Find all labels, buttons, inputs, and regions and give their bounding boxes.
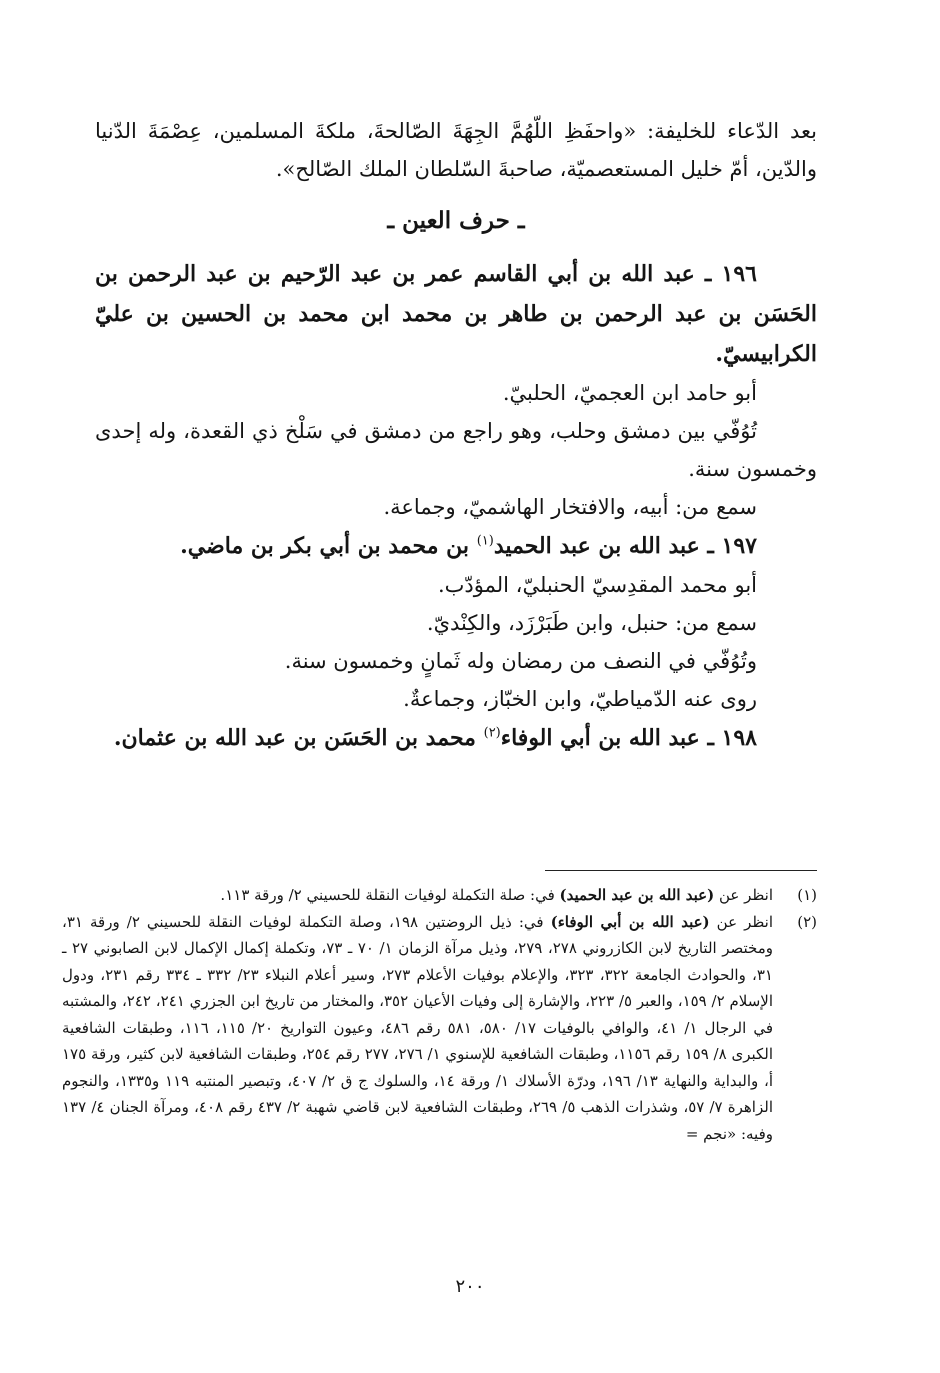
entry-196-title: ١٩٦ ـ عبد الله بن أبي القاسم عمر بن عبد الرّحيم بن عبد الرحمن بن الحَسَن بن عبد الرحمن بن طاهر بن محمد ابن محمد بن الحسين بن عليّ الكرابيسيّ. xyxy=(95,261,817,367)
entry-198-title xyxy=(95,718,817,758)
entry-197-title-end: بن محمد بن أبي بكر بن ماضي. xyxy=(180,533,477,559)
entry-197-line-4: روى عنه الدّمياطيّ، وابن الخبّاز، وجماعةٌ. xyxy=(403,687,757,711)
entry-197-title-start: ١٩٧ ـ عبد الله بن عبد الحميد xyxy=(493,533,757,559)
page-number: ٢٠٠ xyxy=(455,1276,485,1297)
footnote-ref-1[interactable]: (١) xyxy=(476,533,494,549)
footnote-prefix: انظر عن xyxy=(714,886,773,904)
entry-196-line-1: أبو حامد ابن العجميّ، الحلبيّ. xyxy=(502,381,757,405)
footnotes xyxy=(62,882,817,1147)
entry-196-line-3: سمع من: أبيه، والافتخار الهاشميّ، وجماعة. xyxy=(383,495,757,519)
footnote-text xyxy=(62,882,773,909)
footnote-number: (١) xyxy=(797,886,817,904)
footnote-2 xyxy=(62,909,817,1148)
entry-198-title-end: محمد بن الحَسَن بن عبد الله بن عثمان. xyxy=(113,725,484,751)
footnote-body: في: صلة التكملة لوفيات النقلة للحسيني ٢/ ورقة ١١٣. xyxy=(220,886,560,904)
footnote-prefix: انظر عن xyxy=(709,912,774,931)
continuation-paragraph: بعد الدّعاء للخليفة: «واحفَظِ اللّهُمَّ الجِهَةَ الصّالحةَ، ملكةَ المسلمين، عِصْمَةَ الدّنيا والدّين، أمّ خليل المستعصميّة، صاحبةَ السّلطان الملك الصّالح». xyxy=(95,119,817,181)
entry-197-line-2: سمع من: حنبل، وابن طَبَرْزَد، والكِنْديّ. xyxy=(426,611,757,635)
footnote-body: في: ذيل الروضتين ١٩٨، وصلة التكملة لوفيات النقلة للحسيني ٢/ ورقة ٣١، ومختصر التاريخ لابن الكازروني ٢٧٨، ٢٧٩، وذيل مرآة الزمان ١/ ٧٠ ـ ٧٣، وتكملة إكمال الإكمال لابن الصابوني ٢٧ ـ ٣١، والحوادث الجامعة ٣٢٢، ٣٢٣، والإعلام بوفيات الأعلام ٢٧٣، وسير أعلام النبلاء ٢٣/ ٣٣٢ ـ ٣٣٤ رقم ٢٣١، ودول الإسلام ٢/ ١٥٩، والعبر ٥/ ٢٢٣، والإشارة إلى وفيات الأعيان ٣٥٢، والمختار من تاريخ ابن الجزري ٢٤١، ٢٤٢، والمشتبه في الرجال ١/ ٤١، والوافي بالوفيات ١٧/ ٥٨٠، ٥٨١ رقم ٤٨٦، وعيون التواريخ ٢٠/ ١١٥، ١١٦، وطبقات الشافعية الكبرى ٨/ ١٥٩ رقم ١١٥٦، وطبقات الشافعية للإسنوي ١/ ٢٧٦، ٢٧٧ رقم ٢٥٤، وطبقات الشافعية لابن كثير، ورقة ١٧٥ أ، والبداية والنهاية ١٣/ ١٩٦، ودرّة الأسلاك ١/ ورقة ١٤، والسلوك ج ق ٢/ ٤٠٧، وتبصير المنتبه ١١٩ و١٣٣٥، والنجوم الزاهرة ٧/ ٥٧، وشذرات الذهب ٥/ ٢٦٩، وطبقات الشافعية لابن قاضي شهبة ٢/ ٤٣٧ رقم ٤٠٨، ومرآة الجنان ٤/ ١٣٧ وفيه: «نجم = xyxy=(62,912,774,1143)
footnote-subject: (عبد الله بن أبي الوفاء) xyxy=(550,912,710,931)
entry-197-title xyxy=(95,526,817,566)
footnote-number: (٢) xyxy=(797,912,817,931)
footnote-subject: (عبد الله بن عبد الحميد) xyxy=(559,886,715,904)
entry-196-line-2: تُوُفّي بين دمشق وحلب، وهو راجع من دمشق في سَلْخ ذي القعدة، وله إحدى وخمسون سنة. xyxy=(95,419,817,481)
entry-197-line-1: أبو محمد المقدِسيّ الحنبليّ، المؤدّب. xyxy=(437,573,757,597)
footnote-ref-2[interactable]: (٢) xyxy=(483,725,501,741)
footnote-text xyxy=(62,909,773,1148)
section-heading: ـ حرف العين ـ xyxy=(387,207,525,234)
entry-197-line-3: وتُوُفّي في النصف من رمضان وله ثَمانٍ وخمسون سنة. xyxy=(284,649,757,673)
footnote-1 xyxy=(62,882,817,909)
footnote-divider xyxy=(545,870,817,871)
entry-198-title-start: ١٩٨ ـ عبد الله بن أبي الوفاء xyxy=(500,725,757,751)
page-body xyxy=(95,112,817,758)
